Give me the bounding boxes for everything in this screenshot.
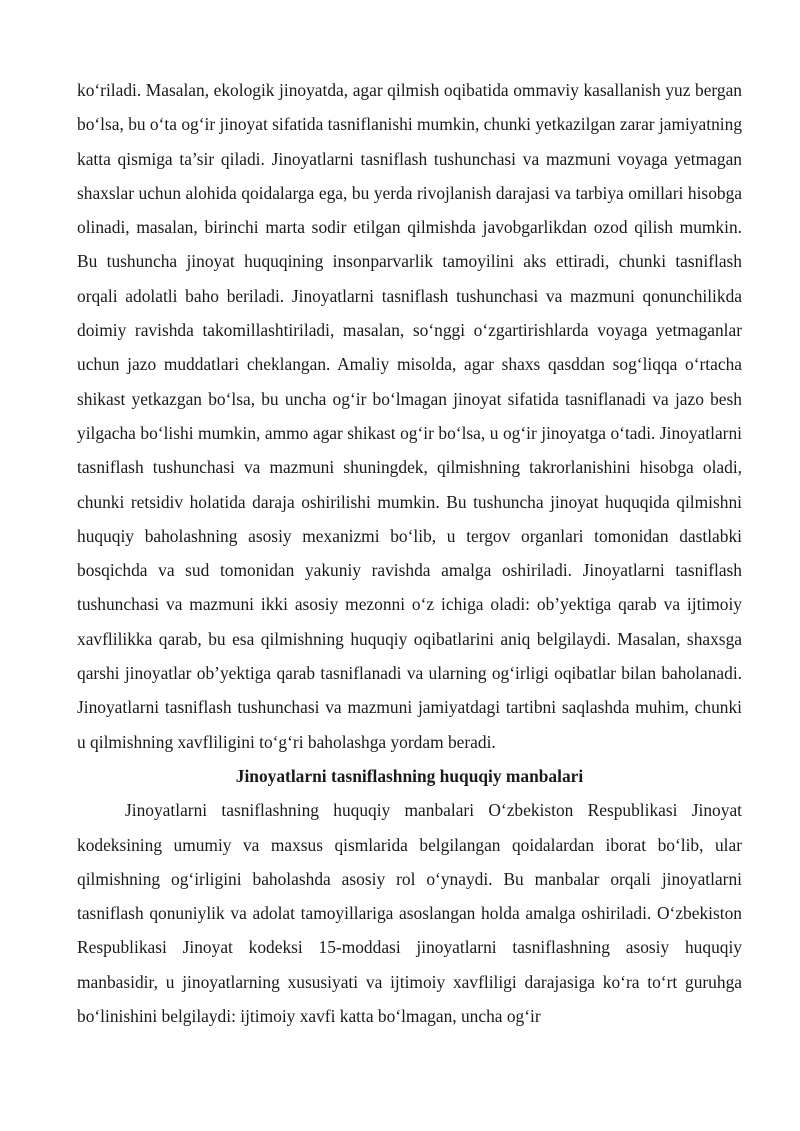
body-paragraph: Jinoyatlarni tasniflashning huquqiy manbalari O‘zbekiston Respublikasi Jinoyat kodeksining umumiy va maxsus qismlarida belgilangan qoidalardan iborat bo‘lib, ular qilmishning og‘irligini baholashda asosiy rol o‘ynaydi. Bu manbalar orqali jinoyatlarni tasniflash qonuniylik va adolat tamoyillariga asoslangan holda amalga oshiriladi. O‘zbekiston Respublikasi Jinoyat kodeksi 15-moddasi jinoyatlarni tasniflashning asosiy huquqiy manbasidir, u jinoyatlarning xususiyati va ijtimoiy xavfliligi darajasiga ko‘ra to‘rt guruhga bo‘linishini belgilaydi: ijtimoiy xavfi katta bo‘lmagan, uncha og‘ir [77,800,742,1027]
document-body [77,73,742,1033]
section-heading: Jinoyatlarni tasniflashning huquqiy manbalari [235,765,584,786]
body-paragraph: ko‘riladi. Masalan, ekologik jinoyatda, agar qilmish oqibatida ommaviy kasallanish yuz bergan bo‘lsa, bu o‘ta og‘ir jinoyat sifatida tasniflanishi mumkin, chunki yetkazilgan zarar jamiyatning katta qismiga ta’sir qiladi. Jinoyatlarni tasniflash tushunchasi va mazmuni voyaga yetmagan shaxslar uchun alohida qoidalarga ega, bu yerda rivojlanish darajasi va tarbiya omillari hisobga olinadi, masalan, birinchi marta sodir etilgan qilmishda javobgarlikdan ozod qilish mumkin. Bu tushuncha jinoyat huquqining insonparvarlik tamoyilini aks ettiradi, chunki tasniflash orqali adolatli baho beriladi. Jinoyatlarni tasniflash tushunchasi va mazmuni qonunchilikda doimiy ravishda takomillashtiriladi, masalan, so‘nggi o‘zgartirishlarda voyaga yetmaganlar uchun jazo muddatlari cheklangan. Amaliy misolda, agar shaxs qasddan sog‘liqqa o‘rtacha shikast yetkazgan bo‘lsa, bu uncha og‘ir bo‘lmagan jinoyat sifatida tasniflanadi va jazo besh yilgacha bo‘lishi mumkin, ammo agar shikast og‘ir bo‘lsa, u og‘ir jinoyatga o‘tadi. Jinoyatlarni tasniflash tushunchasi va mazmuni shuningdek, qilmishning takrorlanishini hisobga oladi, chunki retsidiv holatida daraja oshirilishi mumkin. Bu tushuncha jinoyat huquqida qilmishni huquqiy baholashning asosiy mexanizmi bo‘lib, u tergov organlari tomonidan dastlabki bosqichda va sud tomonidan yakuniy ravishda amalga oshiriladi. Jinoyatlarni tasniflash tushunchasi va mazmuni ikki asosiy mezonni o‘z ichiga oladi: ob’yektiga qarab va ijtimoiy xavflilikka qarab, bu esa qilmishning huquqiy oqibatlarini aniq belgilaydi. Masalan, shaxsga qarshi jinoyatlar ob’yektiga qarab tasniflanadi va ularning og‘irligi oqibatlar bilan baholanadi. Jinoyatlarni tasniflash tushunchasi va mazmuni jamiyatdagi tartibni saqlashda muhim, chunki u qilmishning xavfliligini to‘g‘ri baholashga yordam beradi. [77,80,743,752]
